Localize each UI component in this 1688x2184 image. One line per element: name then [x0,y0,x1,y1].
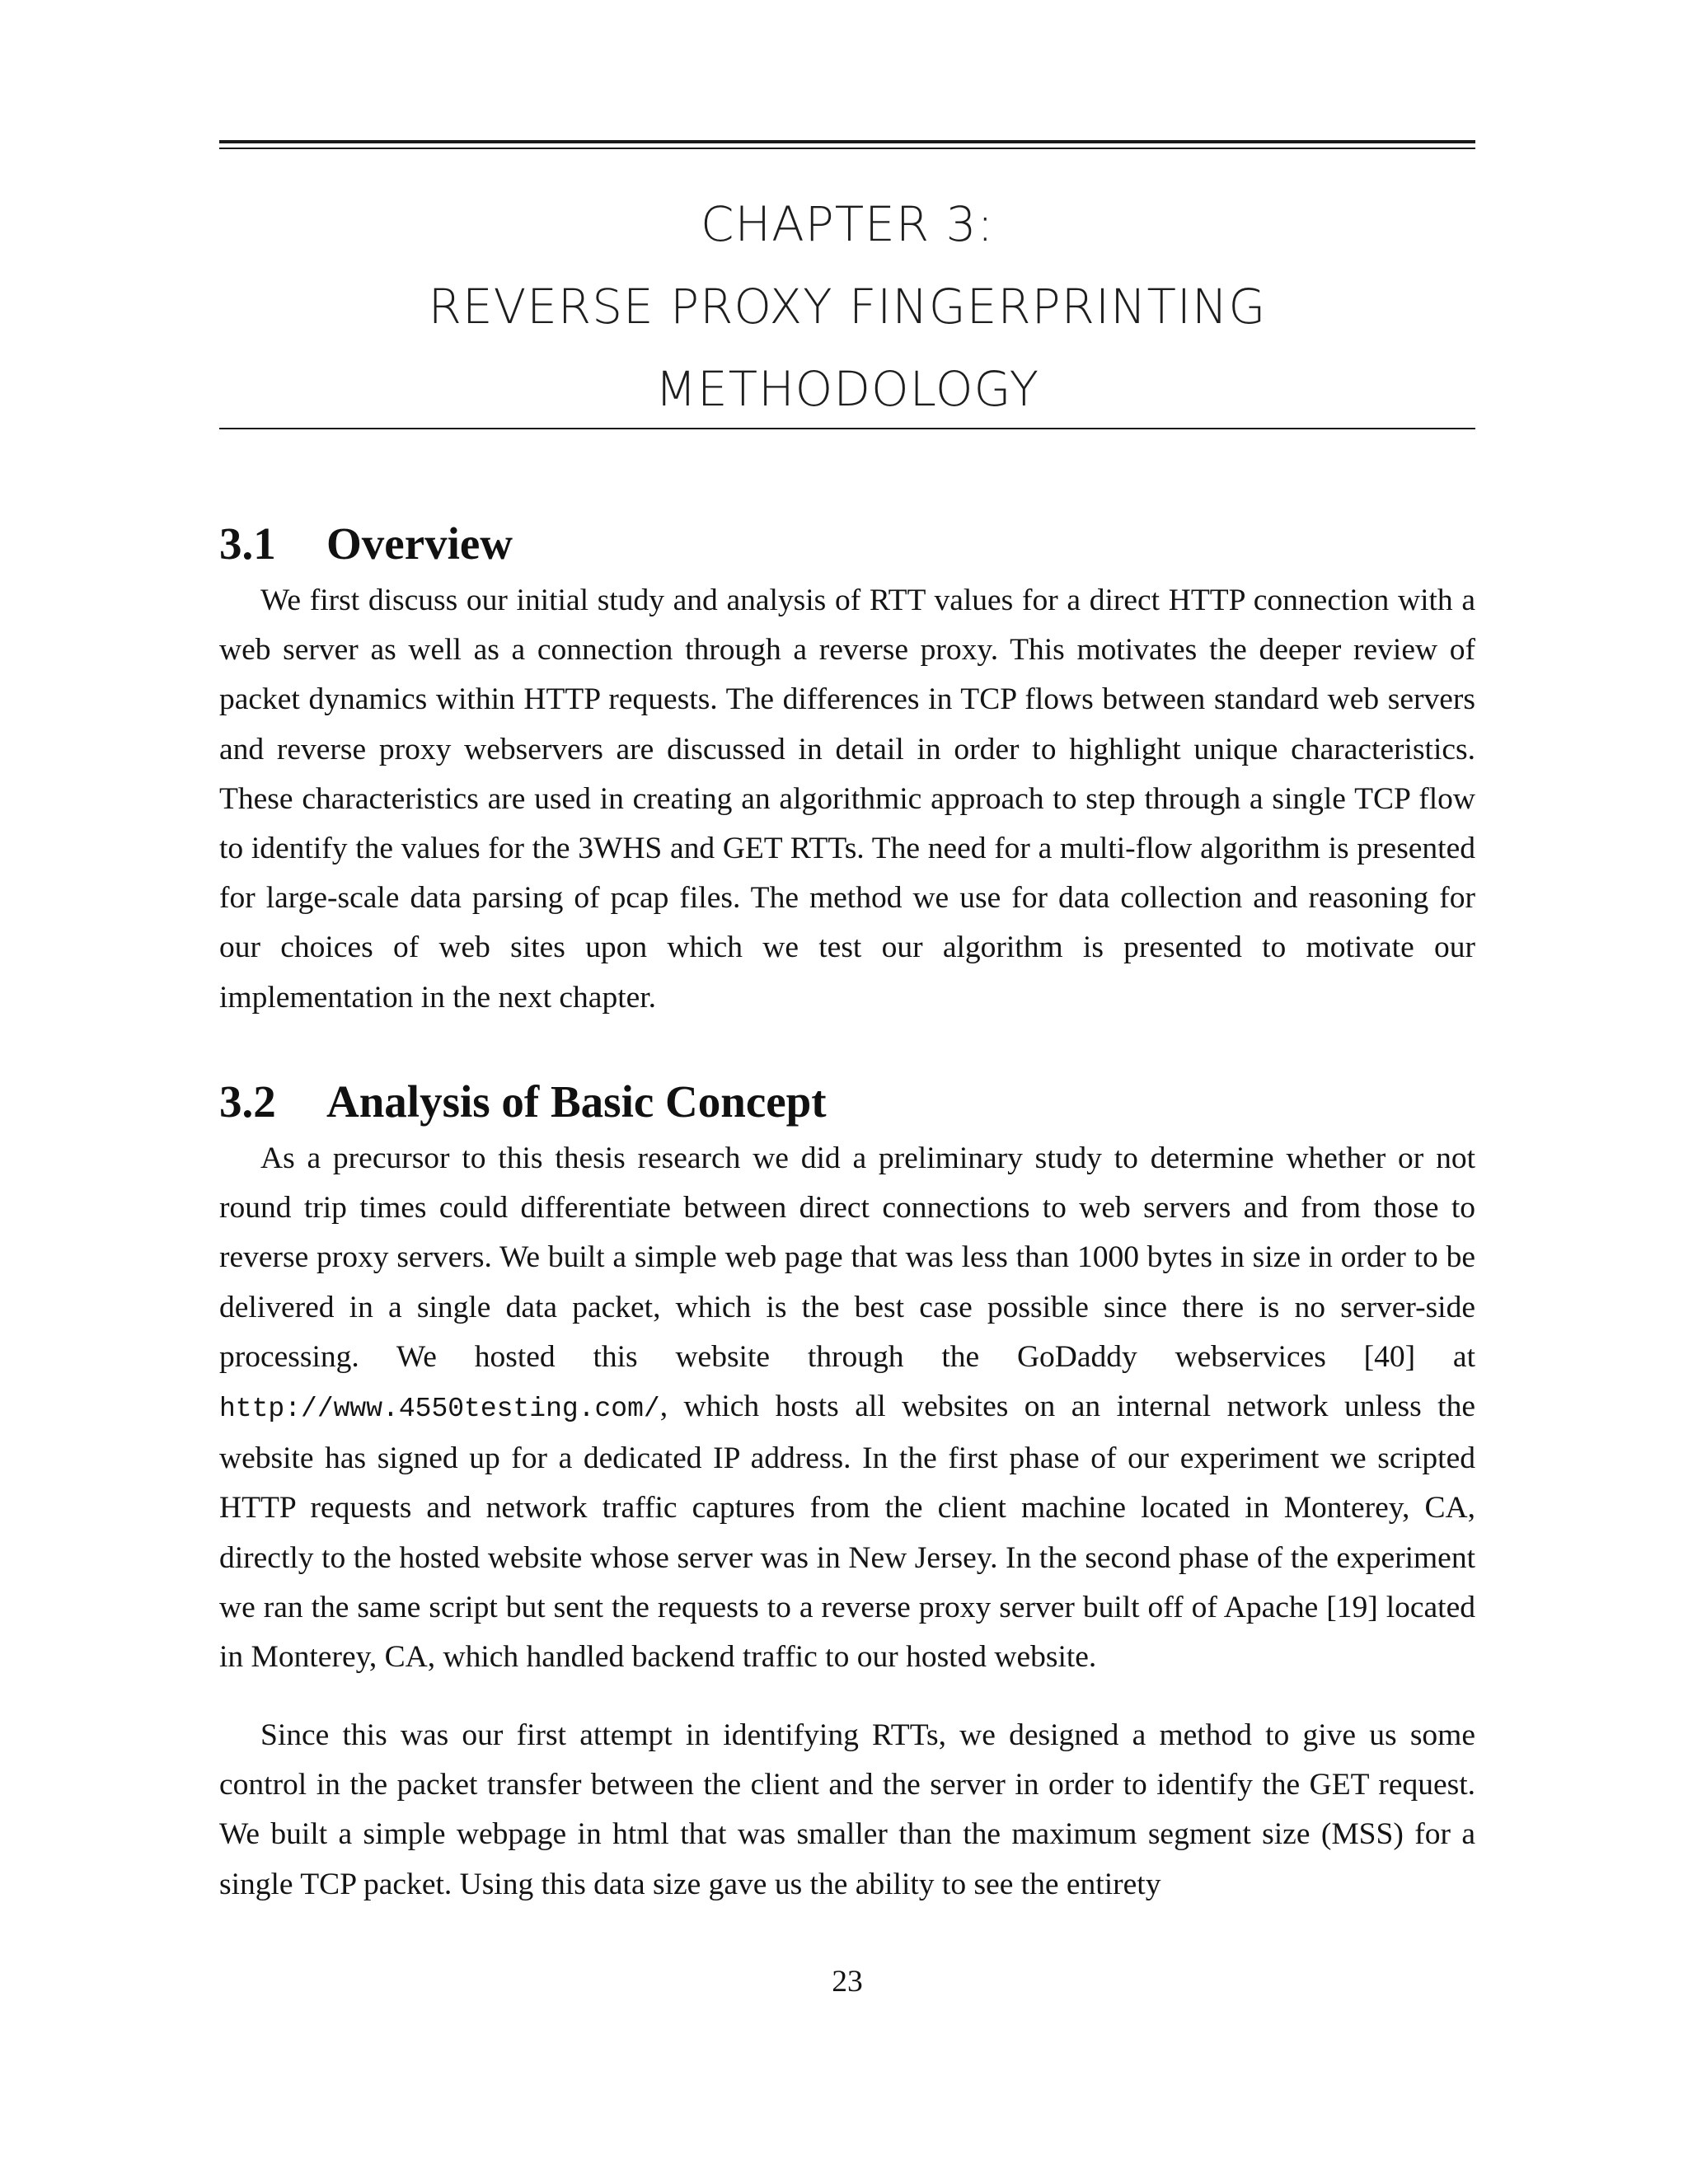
analysis-paragraph-1 [219,1134,1475,1682]
section-title: Overview [326,518,513,569]
section-heading-analysis [219,1076,1475,1128]
analysis-text-part-1: As a precursor to this thesis research we did a preliminary study to determine whether or not round trip times could differentiate between direct connections to web servers and from those to reverse proxy servers. We built a simple web page that was less than 1000 bytes in size in order to be delivered in a single data packet, which is the best case possible since there is no server-side processing. We hosted this website through the GoDaddy webservices [40] at [219,1141,1475,1374]
overview-paragraph: We first discuss our initial study and analysis of RTT values for a direct HTTP connection with a web server as well as a connection through a reverse proxy. This motivates the deeper review of packet dynamics within HTTP requests. The differences in TCP flows between standard web servers and reverse proxy webservers are discussed in detail in order to highlight unique characteristics. These characteristics are used in creating an algorithmic approach to step through a single TCP flow to identify the values for the 3WHS and GET RTTs. The need for a multi-flow algorithm is presented for large-scale data parsing of pcap files. The method we use for data collection and reasoning for our choices of web sites upon which we test our algorithm is presented to motivate our implementation in the next chapter. [219,583,1475,1015]
testing-url: http://www.4550testing.com/ [219,1394,660,1425]
chapter-heading [219,183,1475,430]
section-number: 3.2 [219,1076,276,1127]
chapter-top-rule [219,140,1475,149]
chapter-title-line-1: REVERSE PROXY FINGERPRINTING [428,279,1267,335]
chapter-title-line-2: METHODOLOGY [654,361,1040,417]
section-number: 3.1 [219,518,276,569]
section-heading-overview [219,518,1475,570]
section-title: Analysis of Basic Concept [326,1076,827,1127]
document-page [219,0,1475,2184]
analysis-text-part-2: , which hosts all websites on an internal network unless the website has signed up for a dedicated IP address. In the first phase of our experiment we scripted HTTP requests and network traffic captures from the client machine located in Monterey, CA, directly to the hosted website whose server was in New Jersey. In the second phase of the experiment we ran the same script but sent the requests to a reverse proxy server built off of Apache [19] located in Monterey, CA, which handled backend traffic to our hosted website. [219,1390,1475,1675]
page-number: 23 [832,1965,863,1999]
analysis-paragraph-2: Since this was our first attempt in identifying RTTs, we designed a method to give us some control in the packet transfer between the client and the server in order to identify the GET request. We built a simple webpage in html that was smaller than the maximum segment size (MSS) for a single TCP packet. Using this data size gave us the ability to see the entirety [219,1718,1475,1901]
chapter-bottom-rule [219,428,1475,429]
chapter-label: CHAPTER 3: [700,196,995,252]
